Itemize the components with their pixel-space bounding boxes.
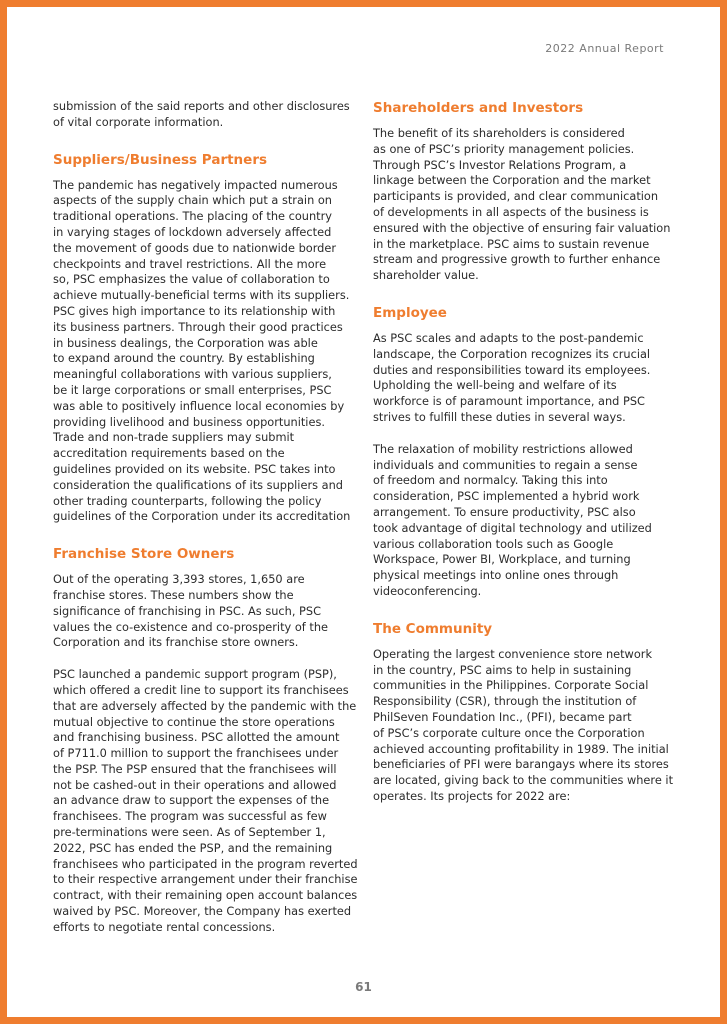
text-line: of developments in all aspects of the business is [373, 204, 649, 219]
text-line: participants is provided, and clear communication [373, 189, 659, 204]
text-line: videoconferencing. [373, 583, 482, 598]
text-line: consideration the qualifications of its suppliers and [53, 477, 343, 492]
text-line: in varying stages of lockdown adversely affected [53, 224, 332, 239]
text-line: Corporation and its franchise store owners. [53, 635, 299, 650]
text-line: be it large corporations or small enterprises, PSC [53, 382, 332, 397]
text-line: PhilSeven Foundation Inc., (PFI), became part [373, 709, 632, 724]
text-line: Through PSC’s Investor Relations Program, a [373, 157, 627, 172]
text-line: pre-terminations were seen. As of September 1, [53, 825, 326, 840]
shareholders-heading: Shareholders and Investors [373, 100, 584, 116]
page-number: 61 [355, 980, 372, 994]
text-line: franchisees. The program was successful as few [53, 809, 327, 824]
text-line: in the marketplace. PSC aims to sustain revenue [373, 236, 650, 251]
text-line: which offered a credit line to support its franchisees [53, 682, 349, 697]
text-line: beneficiaries of PFI were barangays where its stores [373, 757, 669, 772]
text-line: The pandemic has negatively impacted numerous [53, 177, 338, 192]
text-line: values the co-existence and co-prosperity of the [53, 619, 329, 634]
text-line: PSC launched a pandemic support program (PSP), [53, 667, 337, 682]
text-line: of freedom and normalcy. Taking this into [373, 473, 608, 488]
text-line: Operating the largest convenience store network [373, 646, 653, 661]
text-line: an advance draw to support the expenses of the [53, 793, 330, 808]
text-line: Workspace, Power BI, Workplace, and turning [373, 552, 631, 567]
text-line: in business dealings, the Corporation was able [53, 335, 318, 350]
report-title: 2022 Annual Report [545, 42, 664, 55]
text-line: providing livelihood and business opportunities. [53, 414, 325, 429]
text-line: 2022, PSC has ended the PSP, and the remaining [53, 840, 333, 855]
franchise-paragraph-1 [53, 572, 355, 651]
text-line: achieve mutually-beneficial terms with its suppliers. [53, 288, 350, 303]
text-line: as one of PSC’s priority management policies. [373, 141, 635, 156]
text-line: mutual objective to continue the store operations [53, 714, 335, 729]
text-line: was able to positively influence local economies by [53, 398, 345, 413]
text-line: so, PSC emphasizes the value of collaboration to [53, 272, 330, 287]
text-line: of vital corporate information. [53, 114, 224, 129]
text-line: ensured with the objective of ensuring fair valuation [373, 220, 671, 235]
text-line: of P711.0 million to support the franchisees under [53, 746, 339, 761]
suppliers-paragraph [53, 178, 355, 526]
text-line: communities in the Philippines. Corporate Social [373, 678, 649, 693]
text-line: to expand around the country. By establishing [53, 351, 315, 366]
text-line: Trade and non-trade suppliers may submit [53, 430, 295, 445]
text-line: waived by PSC. Moreover, the Company has exerted [53, 904, 352, 919]
shareholders-paragraph [373, 126, 675, 284]
text-line: guidelines provided on its website. PSC takes into [53, 461, 336, 476]
text-line: The benefit of its shareholders is considered [373, 126, 625, 140]
intro-paragraph [53, 99, 355, 131]
text-line: duties and responsibilities toward its employees. [373, 362, 651, 377]
text-line: and franchising business. PSC allotted the amount [53, 730, 340, 745]
text-line: other trading counterparts, following the policy [53, 493, 322, 508]
text-line: As PSC scales and adapts to the post-pandemic [373, 330, 644, 345]
text-line: submission of the said reports and other disclosures [53, 99, 350, 113]
text-line: workforce is of paramount importance, and PSC [373, 394, 645, 409]
text-line: operates. Its projects for 2022 are: [373, 788, 571, 803]
left-column [53, 99, 358, 936]
text-line: accreditation requirements based on the [53, 446, 285, 461]
text-line: significance of franchising in PSC. As such, PSC [53, 603, 322, 618]
text-line: various collaboration tools such as Google [373, 536, 614, 551]
text-line: checkpoints and travel restrictions. All the more [53, 256, 327, 271]
employee-paragraph-1 [373, 331, 675, 426]
text-line: took advantage of digital technology and utilized [373, 520, 652, 535]
text-line: landscape, the Corporation recognizes its crucial [373, 346, 651, 361]
text-line: consideration, PSC implemented a hybrid work [373, 489, 640, 504]
text-line: Responsibility (CSR), through the institution of [373, 694, 637, 709]
text-line: shareholder value. [373, 268, 479, 283]
franchise-paragraph-2 [53, 667, 358, 936]
text-line: guidelines of the Corporation under its accreditation [53, 509, 351, 524]
text-line: Upholding the well-being and welfare of its [373, 378, 617, 393]
employee-heading: Employee [373, 304, 447, 321]
text-line: the PSP. The PSP ensured that the franchisees will [53, 761, 337, 776]
text-line: Out of the operating 3,393 stores, 1,650 are [53, 572, 305, 587]
community-heading: The Community [373, 620, 493, 637]
text-line: efforts to negotiate rental concessions. [53, 919, 276, 934]
text-line: linkage between the Corporation and the market [373, 173, 651, 188]
community-paragraph [373, 647, 675, 805]
text-line: the movement of goods due to nationwide border [53, 240, 337, 255]
text-line: aspects of the supply chain which put a strain on [53, 193, 333, 208]
text-line: achieved accounting profitability in 1989. The initial [373, 741, 669, 756]
text-line: individuals and communities to regain a sense [373, 457, 638, 472]
text-line: that are adversely affected by the pandemic with the [53, 698, 357, 713]
text-line: are located, giving back to the communities where it [373, 773, 674, 788]
text-line: contract, with their remaining open account balances [53, 888, 358, 903]
text-line: not be cashed-out in their operations and allowed [53, 777, 337, 792]
franchise-heading: Franchise Store Owners [53, 546, 235, 563]
text-line: its business partners. Through their good practices [53, 319, 343, 334]
text-line: strives to fulfill these duties in several ways. [373, 409, 626, 424]
text-line: of PSC’s corporate culture once the Corporation [373, 725, 645, 740]
employee-paragraph-2 [373, 442, 675, 600]
text-line: franchisees who participated in the program reverted [53, 856, 358, 871]
text-line: traditional operations. The placing of the country [53, 209, 332, 224]
text-line: to their respective arrangement under their franchise [53, 872, 358, 887]
text-line: PSC gives high importance to its relationship with [53, 303, 336, 318]
text-line: franchise stores. These numbers show the [53, 587, 294, 602]
text-line: arrangement. To ensure productivity, PSC also [373, 504, 636, 519]
text-line: The relaxation of mobility restrictions allowed [373, 441, 633, 456]
right-column [373, 99, 675, 805]
suppliers-heading: Suppliers/Business Partners [53, 151, 268, 168]
text-line: meaningful collaborations with various suppliers, [53, 367, 332, 382]
text-line: stream and progressive growth to further enhance [373, 252, 661, 267]
text-line: in the country, PSC aims to help in sustaining [373, 662, 632, 677]
text-line: physical meetings into online ones through [373, 568, 619, 583]
